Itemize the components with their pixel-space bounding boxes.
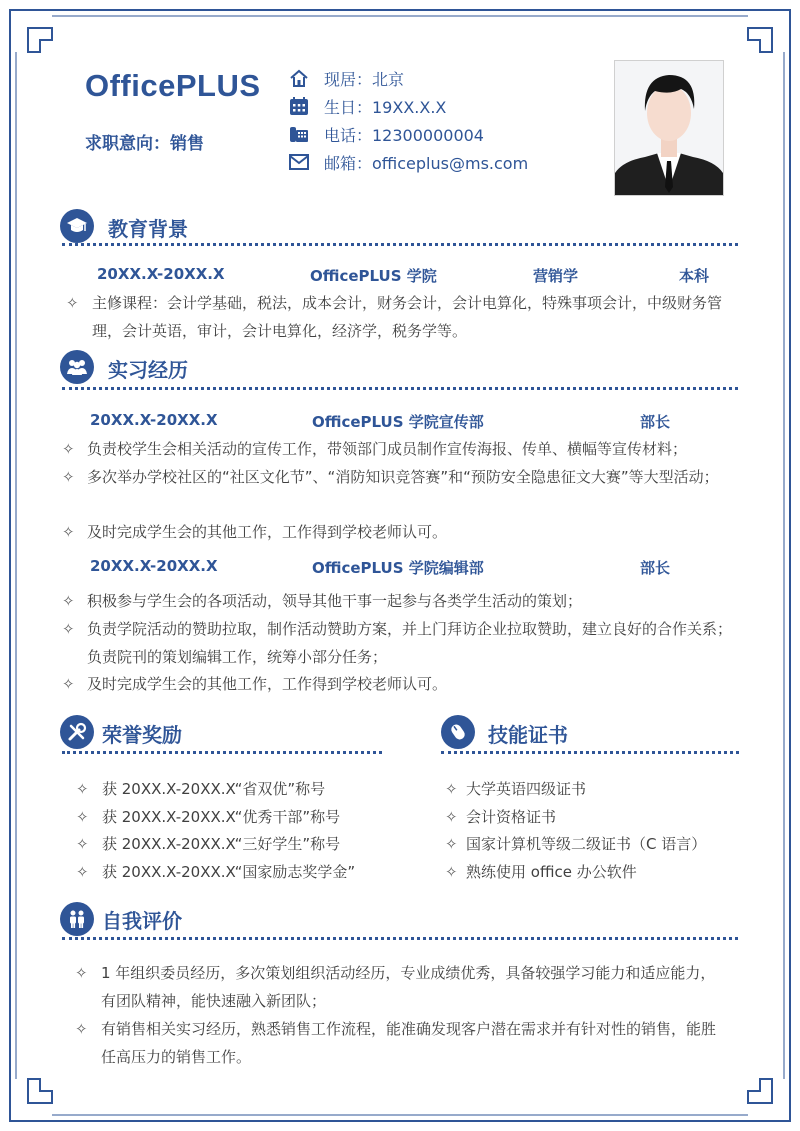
bullet-icon: ✧ (445, 835, 458, 853)
residence-text: 现居：北京 (324, 69, 405, 89)
bullet-icon: ✧ (76, 780, 89, 798)
list-item (75, 959, 725, 1015)
phone-icon (288, 123, 310, 145)
skills-divider (441, 751, 739, 754)
internship-1-org: OfficePLUS 学院宣传部 (312, 413, 484, 431)
education-divider (62, 243, 738, 246)
education-title: 教育背景 (108, 217, 188, 241)
self-eval-item-1: 1 年组织委员经历，多次策划组织活动经历，专业成绩优秀，具备较强学习能力和适应能力，有团队精神，能快速融入新团队； (101, 964, 716, 1010)
home-icon (288, 67, 310, 89)
internship-1-role: 部长 (640, 413, 671, 431)
people-icon (60, 902, 94, 936)
list-item (66, 289, 734, 345)
education-course-text: 主修课程：会计学基础，税法，成本会计，财务会计，会计电算化，特殊事项会计，中级财务管理，会计英语，审计，会计电算化，经济学，税务学等。 (92, 294, 723, 340)
bullet-icon: ✧ (445, 808, 458, 826)
internship-2-date: 20XX.X-20XX.X (90, 557, 218, 575)
list-item (76, 830, 396, 858)
skill-item-4: 熟练使用 office 办公软件 (466, 863, 637, 881)
bullet-icon: ✧ (75, 1020, 88, 1038)
list-item (62, 615, 742, 671)
bullet-icon: ✧ (76, 863, 89, 881)
list-item (62, 435, 742, 463)
bullet-icon: ✧ (62, 675, 75, 693)
education-major: 营销学 (533, 267, 579, 285)
tools-icon (60, 715, 94, 749)
list-item (445, 830, 745, 858)
bullet-icon: ✧ (62, 620, 75, 638)
bullet-icon: ✧ (62, 523, 75, 541)
internship-1-item-1: 负责校学生会相关活动的宣传工作，带领部门成员制作宣传海报、传单、横幅等宣传材料； (87, 440, 688, 458)
team-icon (60, 350, 94, 384)
skill-item-3: 国家计算机等级二级证书（C 语言） (466, 835, 707, 853)
internship-divider (62, 387, 738, 390)
birthday-text: 生日：19XX.X.X (324, 97, 447, 117)
info-birthday (288, 95, 446, 117)
bullet-icon: ✧ (445, 863, 458, 881)
mouse-icon (441, 715, 475, 749)
list-item (76, 803, 396, 831)
skill-item-2: 会计资格证书 (466, 808, 557, 826)
info-email (288, 151, 528, 173)
self-eval-title: 自我评价 (102, 909, 182, 933)
bullet-icon: ✧ (76, 808, 89, 826)
bullet-icon: ✧ (76, 835, 89, 853)
list-item (76, 858, 396, 886)
honors-divider (62, 751, 382, 754)
list-item (445, 803, 745, 831)
phone-text: 电话：12300000004 (324, 125, 484, 145)
honor-item-1: 获 20XX.X-20XX.X“省双优”称号 (102, 780, 326, 798)
skill-item-1: 大学英语四级证书 (466, 780, 587, 798)
list-item (62, 670, 742, 698)
list-item (62, 463, 742, 491)
honor-item-2: 获 20XX.X-20XX.X“优秀干部”称号 (102, 808, 341, 826)
internship-2-item-1: 积极参与学生会的各项活动，领导其他干事一起参与各类学生活动的策划； (87, 592, 583, 610)
education-school: OfficePLUS 学院 (310, 267, 437, 285)
bullet-icon: ✧ (62, 440, 75, 458)
bullet-icon: ✧ (445, 780, 458, 798)
internship-2-org: OfficePLUS 学院编辑部 (312, 559, 484, 577)
info-residence (288, 67, 404, 89)
job-intent: 求职意向：销售 (85, 134, 204, 154)
internship-title: 实习经历 (108, 358, 188, 382)
honors-title: 荣誉奖励 (102, 723, 182, 747)
list-item (445, 858, 745, 886)
list-item (62, 587, 742, 615)
bullet-icon: ✧ (75, 964, 88, 982)
self-eval-item-2: 有销售相关实习经历，熟悉销售工作流程，能准确发现客户潜在需求并有针对性的销售，能胜任高压力的销售工作。 (101, 1020, 717, 1066)
skills-title: 技能证书 (488, 723, 568, 747)
internship-1-item-2: 多次举办学校社区的“社区文化节”、“消防知识竞答赛”和“预防安全隐患征文大赛”等大型活动； (87, 468, 719, 486)
internship-1-date: 20XX.X-20XX.X (90, 411, 218, 429)
list-item (445, 775, 745, 803)
bullet-icon: ✧ (62, 468, 75, 486)
list-item (62, 518, 742, 546)
internship-2-item-2: 负责学院活动的赞助拉取，制作活动赞助方案，并上门拜访企业拉取赞助，建立良好的合作关系；负责院刊的策划编辑工作，统筹小部分任务； (87, 620, 733, 666)
internship-2-role: 部长 (640, 559, 671, 577)
internship-2-item-3: 及时完成学生会的其他工作，工作得到学校老师认可。 (87, 675, 448, 693)
internship-1-item-3: 及时完成学生会的其他工作，工作得到学校老师认可。 (87, 523, 448, 541)
graduation-cap-icon (60, 209, 94, 243)
self-eval-divider (62, 937, 738, 940)
honor-item-3: 获 20XX.X-20XX.X“三好学生”称号 (102, 835, 341, 853)
applicant-name: OfficePLUS (85, 68, 261, 103)
mail-icon (288, 151, 310, 173)
calendar-icon (288, 95, 310, 117)
bullet-icon: ✧ (66, 294, 79, 312)
bullet-icon: ✧ (62, 592, 75, 610)
education-date: 20XX.X-20XX.X (97, 265, 225, 283)
list-item (75, 1015, 725, 1071)
email-text: 邮箱：officeplus@ms.com (324, 153, 529, 173)
list-item (76, 775, 396, 803)
profile-photo (614, 60, 724, 196)
info-phone (288, 123, 484, 145)
education-degree: 本科 (679, 267, 710, 285)
honor-item-4: 获 20XX.X-20XX.X“国家励志奖学金” (102, 863, 356, 881)
